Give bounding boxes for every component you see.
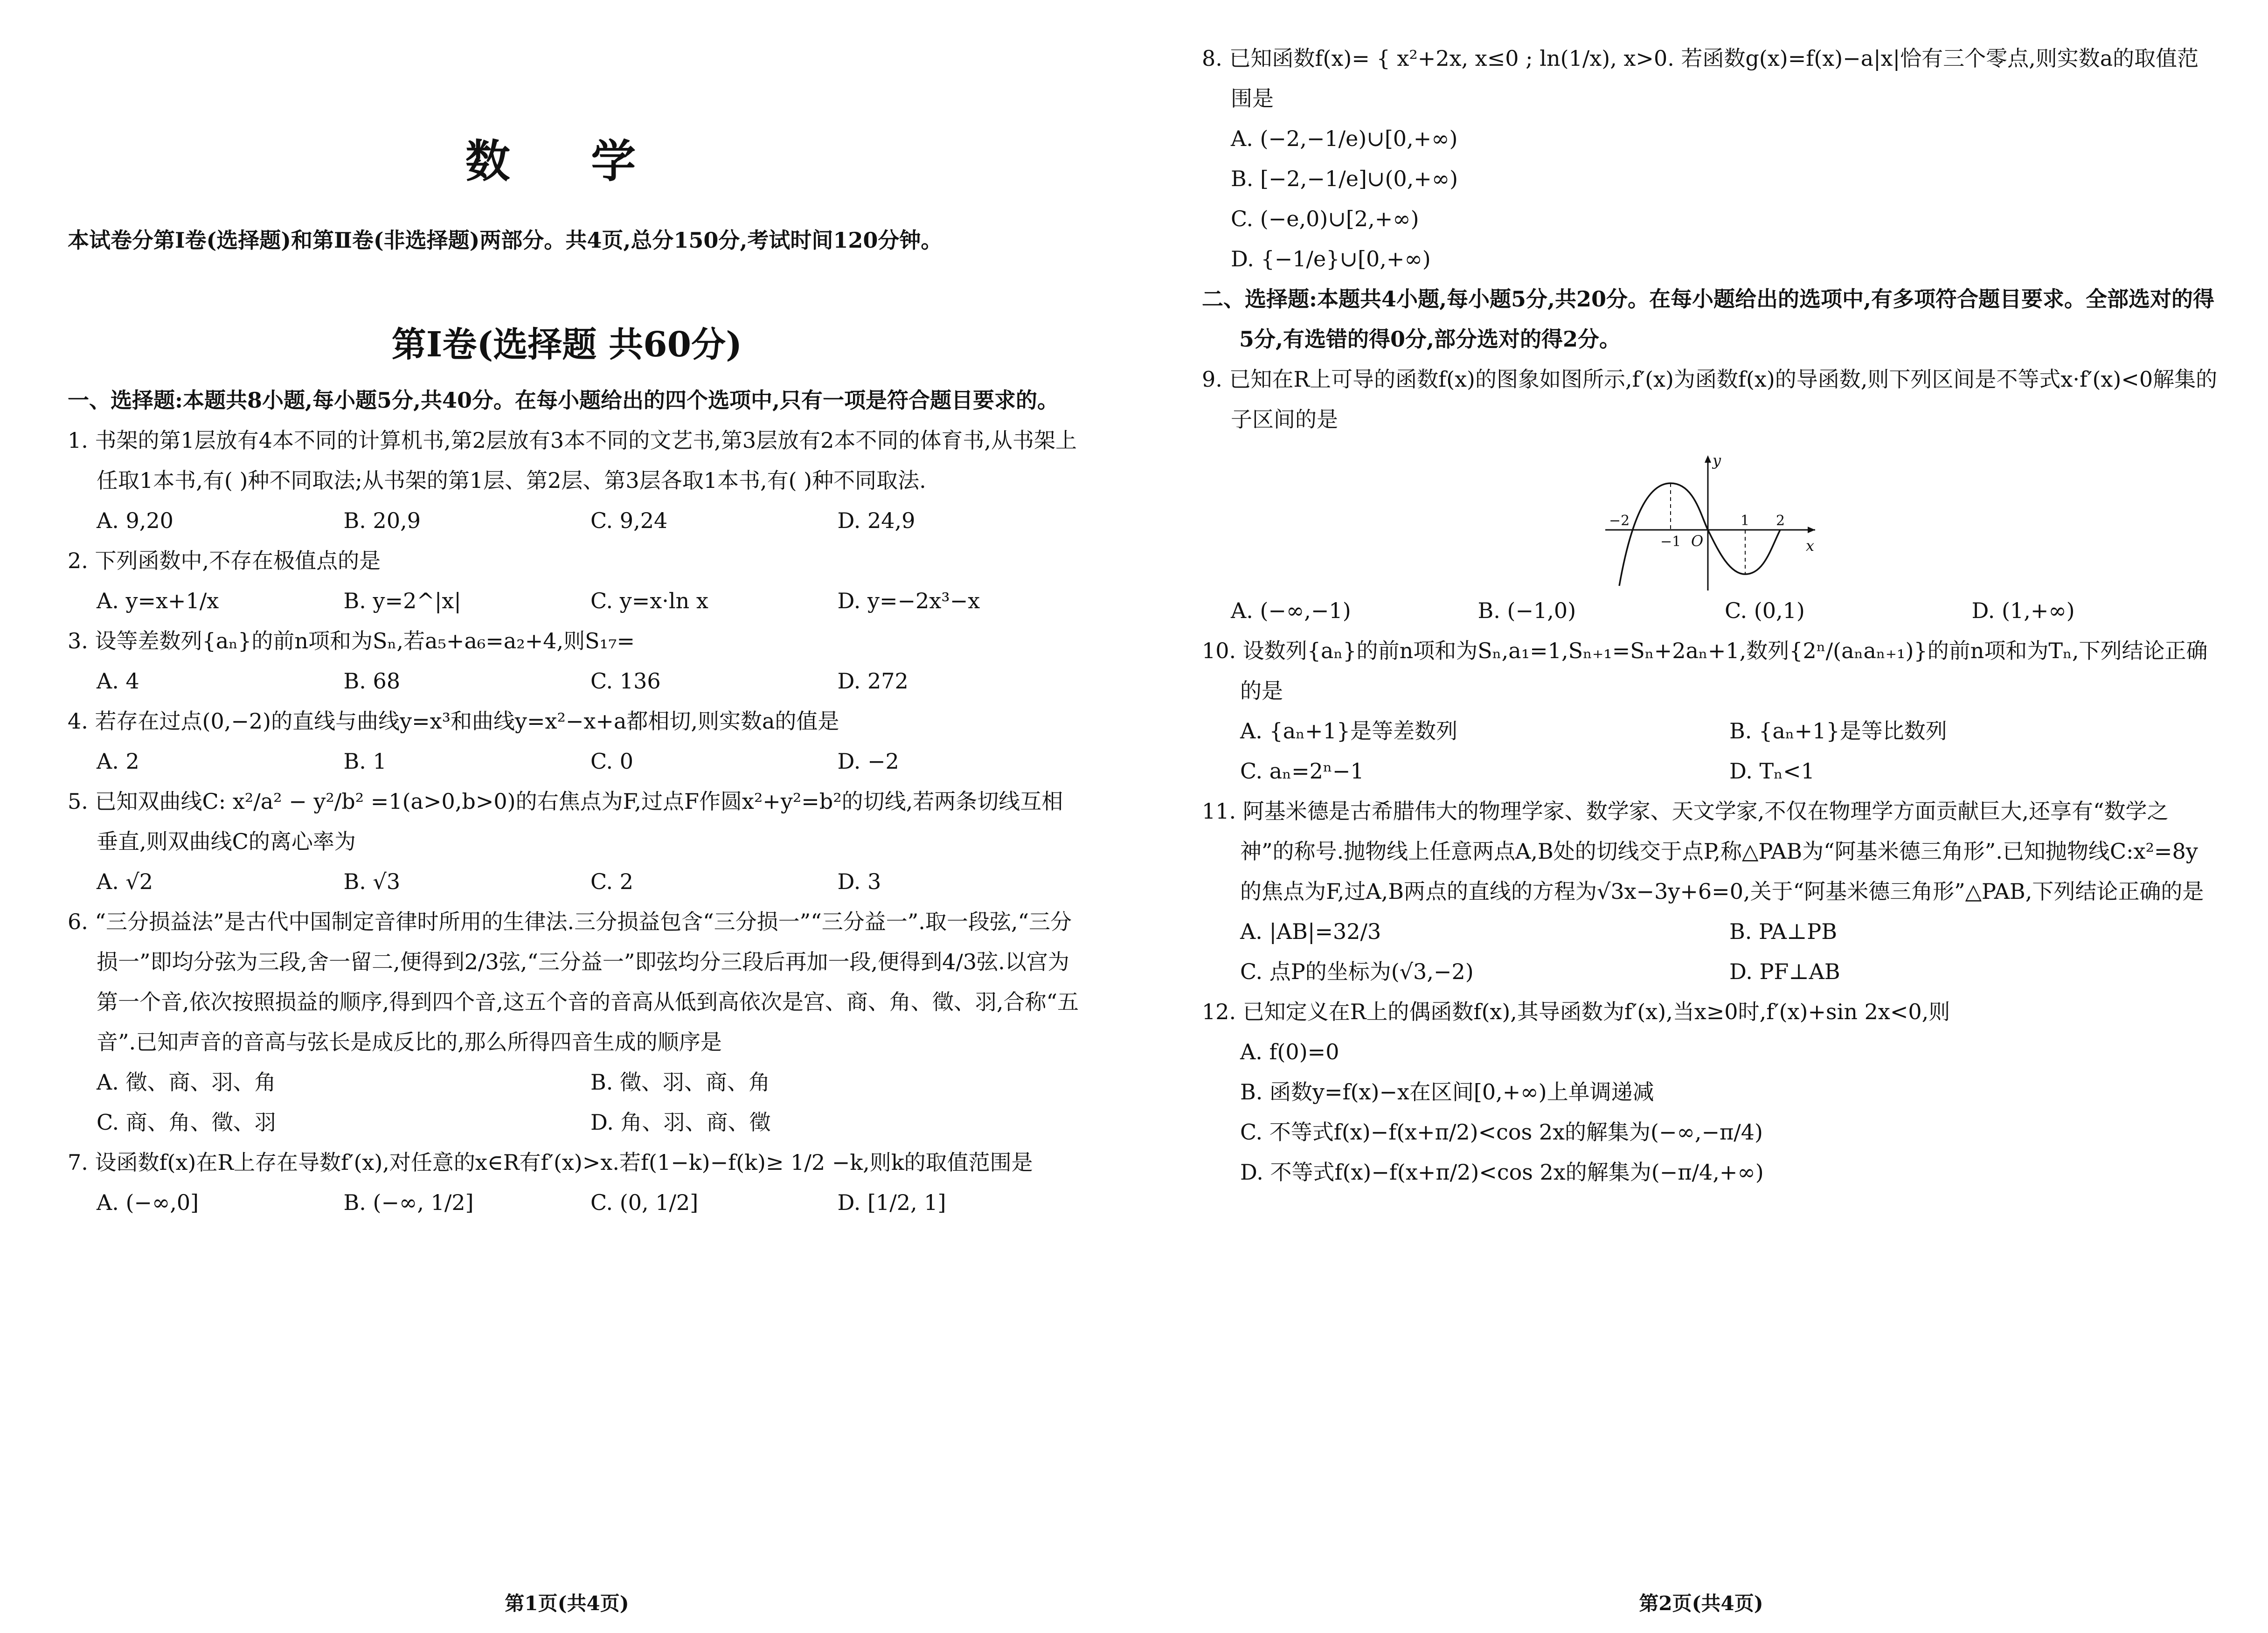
question-10 xyxy=(1202,631,2219,791)
option-d: D. y=−2x³−x xyxy=(837,588,980,613)
option-d: D. 不等式f(x)−f(x+π/2)<cos 2x的解集为(−π/4,+∞) xyxy=(1240,1160,1764,1185)
option-a: A. 9,20 xyxy=(97,508,173,533)
question-8 xyxy=(1202,38,2219,279)
question-11 xyxy=(1202,791,2219,992)
option-b: B. {aₙ+1}是等比数列 xyxy=(1729,718,1947,744)
option-c: C. aₙ=2ⁿ−1 xyxy=(1240,758,1364,784)
option-d: D. 3 xyxy=(837,869,881,894)
option-b: B. (−∞, 1/2] xyxy=(343,1190,474,1215)
section1-title: 第Ⅰ卷(选择题 共60分) xyxy=(391,325,742,365)
axis-label-x: x xyxy=(1806,537,1815,555)
option-c: C. 点P的坐标为(√3,−2) xyxy=(1240,959,1474,984)
question-6 xyxy=(68,902,1084,1142)
question-stem: 6. “三分损益法”是古代中国制定音律时所用的生律法.三分损益包含“三分损一”“三分益一”.取一段弦,“三分损一”即均分弦为三段,舍一留二,便得到2/3弦,“三分益一”即弦均分三段后再加一段,便得到4/3弦.以宫为第一个音,依次按照损益的顺序,得到四个音,这五个音的音高从低到高依次是宫、商、角、徵、羽,合称“五音”.已知声音的音高与弦长是成反比的,那么所得四音生成的顺序是 xyxy=(68,909,1079,1055)
question-stem: 3. 设等差数列{aₙ}的前n项和为Sₙ,若a₅+a₆=a₂+4,则S₁₇= xyxy=(68,628,635,653)
origin-label: O xyxy=(1691,532,1704,550)
option-b: B. 68 xyxy=(343,668,401,694)
option-a: A. (−∞,−1) xyxy=(1231,598,1351,623)
option-c: C. 0 xyxy=(590,749,634,774)
option-c: C. 136 xyxy=(590,668,661,694)
question-stem: 1. 书架的第1层放有4本不同的计算机书,第2层放有3本不同的文艺书,第3层放有2本不同的体育书,从书架上任取1本书,有( )种不同取法;从书架的第1层、第2层、第3层各取1本书,有( )种不同取法. xyxy=(68,428,1077,493)
question-stem: 9. 已知在R上可导的函数f(x)的图象如图所示,f′(x)为函数f(x)的导函数,则下列区间是不等式x·f′(x)<0解集的子区间的是 xyxy=(1202,367,2218,432)
option-b: B. √3 xyxy=(343,869,401,894)
option-b: B. [−2,−1/e]∪(0,+∞) xyxy=(1231,166,1458,191)
option-c: C. (0,1) xyxy=(1725,598,1805,623)
option-b: B. y=2^|x| xyxy=(343,588,461,613)
option-d: D. {−1/e}∪[0,+∞) xyxy=(1231,246,1431,271)
option-d: D. (1,+∞) xyxy=(1971,598,2075,623)
question-3 xyxy=(68,621,1084,701)
page-footer: 第2页(共4页) xyxy=(1639,1592,1763,1615)
question-2 xyxy=(68,541,1084,621)
page-footer: 第1页(共4页) xyxy=(505,1592,629,1615)
right-content xyxy=(1202,38,2219,1192)
question-5 xyxy=(68,781,1084,902)
option-a: A. 徵、商、羽、角 xyxy=(97,1070,276,1095)
option-d: D. 24,9 xyxy=(837,508,916,533)
question-7 xyxy=(68,1142,1084,1223)
option-a: A. (−2,−1/e)∪[0,+∞) xyxy=(1231,126,1458,151)
option-b: B. 1 xyxy=(343,749,387,774)
option-b: B. 徵、羽、商、角 xyxy=(590,1070,770,1095)
tick-label: −2 xyxy=(1609,513,1630,529)
option-d: D. [1/2, 1] xyxy=(837,1190,946,1215)
option-c: C. 不等式f(x)−f(x+π/2)<cos 2x的解集为(−∞,−π/4) xyxy=(1240,1119,1763,1145)
question-12 xyxy=(1202,992,2219,1192)
question-stem: 4. 若存在过点(0,−2)的直线与曲线y=x³和曲线y=x²−x+a都相切,则实数a的值是 xyxy=(68,709,839,734)
option-b: B. 函数y=f(x)−x在区间[0,+∞)上单调递减 xyxy=(1240,1079,1654,1105)
exam-intro: 本试卷分第Ⅰ卷(选择题)和第Ⅱ卷(非选择题)两部分。共4页,总分150分,考试时间120分钟。 xyxy=(68,228,943,253)
option-d: D. −2 xyxy=(837,749,899,774)
derivative-graph xyxy=(1601,451,1820,591)
option-a: A. y=x+1/x xyxy=(97,588,219,613)
option-b: B. 20,9 xyxy=(343,508,421,533)
option-c: C. 2 xyxy=(590,869,634,894)
option-d: D. 272 xyxy=(837,668,909,694)
option-d: D. 角、羽、商、徵 xyxy=(590,1110,771,1135)
question-stem: 10. 设数列{aₙ}的前n项和为Sₙ,a₁=1,Sₙ₊₁=Sₙ+2aₙ+1,数列{2ⁿ/(aₙaₙ₊₁)}的前n项和为Tₙ,下列结论正确的是 xyxy=(1202,638,2208,703)
question-stem: 2. 下列函数中,不存在极值点的是 xyxy=(68,548,381,573)
option-c: C. (−e,0)∪[2,+∞) xyxy=(1231,206,1419,231)
question-9 xyxy=(1202,359,2219,631)
tick-label: 2 xyxy=(1776,513,1785,529)
question-stem: 11. 阿基米德是古希腊伟大的物理学家、数学家、天文学家,不仅在物理学方面贡献巨大,还享有“数学之神”的称号.抛物线上任意两点A,B处的切线交于点P,称△PAB为“阿基米德三角形”.已知抛物线C:x²=8y的焦点为F,过A,B两点的直线的方程为√3x−3y+6=0,关于“阿基米德三角形”△PAB,下列结论正确的是 xyxy=(1202,799,2204,904)
option-a: A. √2 xyxy=(97,869,153,894)
right-page xyxy=(1134,0,2268,1633)
y-axis-arrow xyxy=(1705,455,1711,463)
part2-heading: 二、选择题:本题共4小题,每小题5分,共20分。在每小题给出的选项中,有多项符合题目要求。全部选对的得5分,有选错的得0分,部分选对的得2分。 xyxy=(1202,286,2215,352)
option-b: B. PA⊥PB xyxy=(1729,919,1838,944)
option-d: D. PF⊥AB xyxy=(1729,959,1840,984)
page-title: 数 学 xyxy=(465,135,669,188)
option-c: C. 商、角、徵、羽 xyxy=(97,1110,276,1135)
option-a: A. (−∞,0] xyxy=(97,1190,199,1215)
question-stem: 7. 设函数f(x)在R上存在导数f′(x),对任意的x∈R有f′(x)>x.若f(1−k)−f(k)≥ 1/2 −k,则k的取值范围是 xyxy=(68,1150,1033,1175)
option-c: C. (0, 1/2] xyxy=(590,1190,699,1215)
question-stem: 5. 已知双曲线C: x²/a² − y²/b² =1(a>0,b>0)的右焦点为F,过点F作圆x²+y²=b²的切线,若两条切线互相垂直,则双曲线C的离心率为 xyxy=(68,789,1063,854)
tick-label: 1 xyxy=(1741,513,1750,529)
option-b: B. (−1,0) xyxy=(1477,598,1576,623)
option-a: A. f(0)=0 xyxy=(1240,1039,1339,1064)
question-4 xyxy=(68,701,1084,781)
axis-label-y: y xyxy=(1713,452,1721,469)
part1-heading: 一、选择题:本题共8小题,每小题5分,共40分。在每小题给出的四个选项中,只有一项是符合题目要求的。 xyxy=(68,388,1059,413)
tick-label: −1 xyxy=(1660,534,1681,550)
x-axis-arrow xyxy=(1808,527,1815,533)
option-a: A. |AB|=32/3 xyxy=(1240,919,1381,944)
option-a: A. {aₙ+1}是等差数列 xyxy=(1240,718,1458,744)
question-stem: 8. 已知函数f(x)= { x²+2x, x≤0 ; ln(1/x), x>0. 若函数g(x)=f(x)−a|x|恰有三个零点,则实数a的取值范围是 xyxy=(1202,46,2199,111)
option-a: A. 2 xyxy=(97,749,139,774)
question-1 xyxy=(68,420,1084,541)
option-c: C. y=x·ln x xyxy=(590,588,708,613)
left-content xyxy=(68,380,1084,1223)
option-a: A. 4 xyxy=(97,668,139,694)
option-c: C. 9,24 xyxy=(590,508,668,533)
question-stem: 12. 已知定义在R上的偶函数f(x),其导函数为f′(x),当x≥0时,f′(x)+sin 2x<0,则 xyxy=(1202,999,1950,1024)
option-d: D. Tₙ<1 xyxy=(1729,758,1815,784)
